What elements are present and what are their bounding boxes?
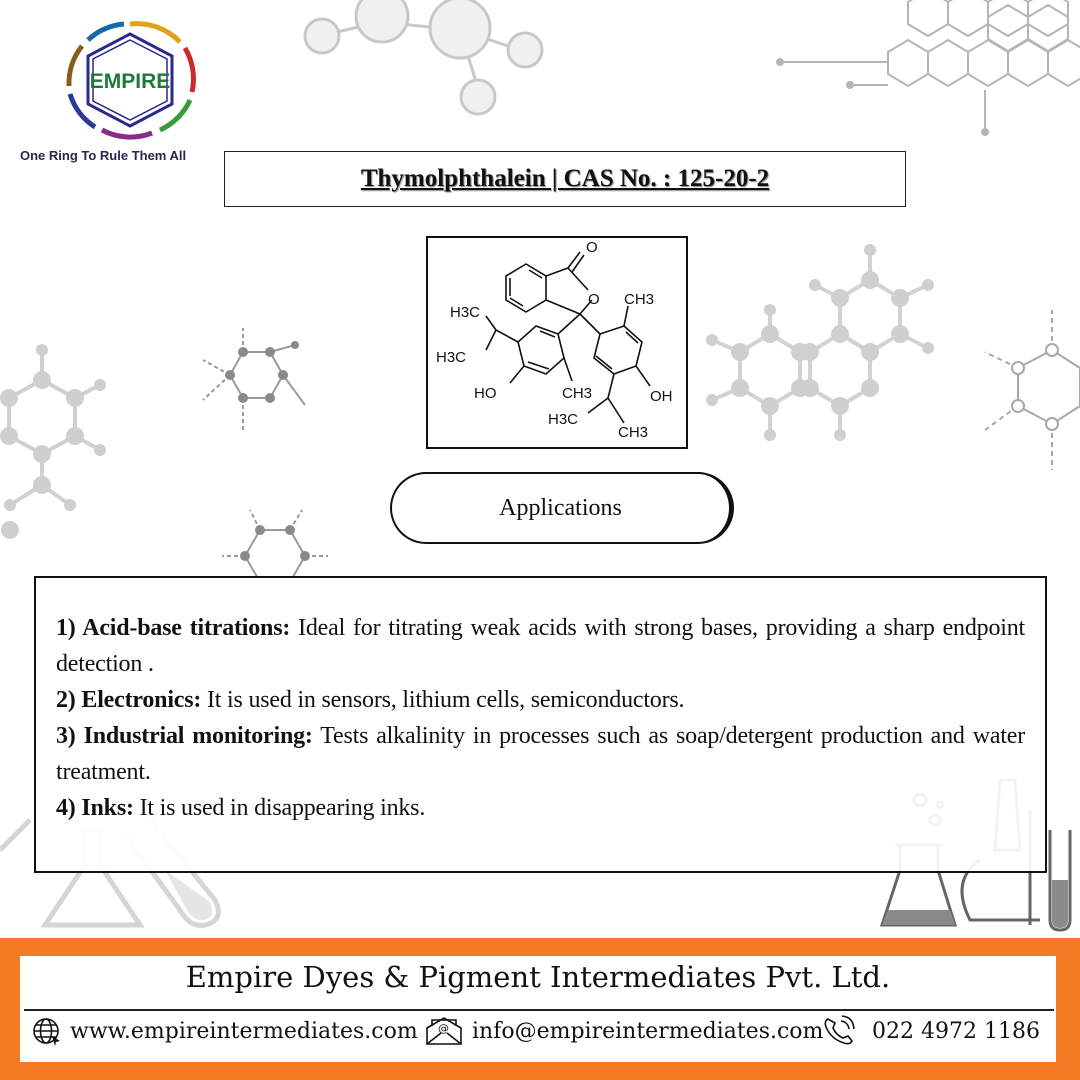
title-box (224, 151, 906, 207)
applications-heading-pill (390, 472, 734, 544)
application-text: Ideal for titrating weak acids with strong bases, providing a sharp endpoint detection . (56, 615, 1025, 677)
structure-label: H3C (450, 304, 481, 321)
structure-label: H3C (548, 411, 579, 428)
page-title: Thymolphthalein | CAS No. : 125-20-2 (360, 165, 770, 192)
applications-heading: Applications (499, 494, 622, 521)
envelope-icon (424, 1016, 464, 1046)
svg-text:@: @ (438, 1022, 449, 1035)
thymolphthalein-structure (428, 238, 686, 447)
application-label: 1) Acid-base titrations: (56, 615, 291, 641)
structure-label: H3C (436, 349, 467, 366)
footer-divider (24, 1009, 1054, 1011)
benzene-decoration-left (0, 340, 110, 540)
application-text: It is used in sensors, lithium cells, semiconductors. (201, 687, 685, 713)
application-label: 3) Industrial monitoring: (56, 723, 313, 749)
email-contact[interactable] (424, 1014, 823, 1048)
logo-text: EMPIRE (89, 70, 171, 93)
email-link[interactable]: info@empireintermediates.com (472, 1018, 824, 1044)
application-text: Tests alkalinity in processes such as soap/detergent production and water treatment. (56, 723, 1025, 785)
phenanthrene-decoration (700, 240, 940, 450)
website-contact[interactable] (32, 1014, 418, 1048)
structure-label: CH3 (624, 291, 655, 308)
website-link[interactable]: www.empireintermediates.com (70, 1018, 418, 1044)
structure-label: HO (474, 385, 497, 402)
structure-label: O (588, 291, 600, 308)
brand-tagline: One Ring To Rule Them All (20, 148, 187, 163)
structure-label: O (586, 239, 598, 256)
empire-logo (40, 12, 220, 147)
company-name: Empire Dyes & Pigment Intermediates Pvt. Ltd. (185, 960, 891, 994)
application-label: 4) Inks: (56, 795, 134, 821)
applications-list (34, 576, 1047, 873)
molecule-decoration-top (290, 0, 560, 130)
globe-icon (32, 1016, 62, 1046)
structure-label: OH (650, 388, 673, 405)
phone-icon (822, 1015, 858, 1047)
structure-label: CH3 (562, 385, 593, 402)
hexagon-grid-decoration (770, 0, 1080, 140)
list-item (56, 610, 1025, 682)
application-text: It is used in disappearing inks. (133, 795, 426, 821)
ring-decoration-lower-left (220, 508, 330, 578)
application-label: 2) Electronics: (56, 687, 202, 713)
phone-contact[interactable] (822, 1014, 1040, 1048)
ring-decoration-right (980, 310, 1080, 480)
list-item (56, 682, 1025, 718)
list-item (56, 718, 1025, 790)
ring-decoration-mid-left (195, 320, 315, 440)
phone-number[interactable]: 022 4972 1186 (872, 1018, 1040, 1044)
structure-label: CH3 (618, 424, 649, 441)
list-item (56, 790, 1025, 826)
chemical-structure-box (426, 236, 688, 449)
